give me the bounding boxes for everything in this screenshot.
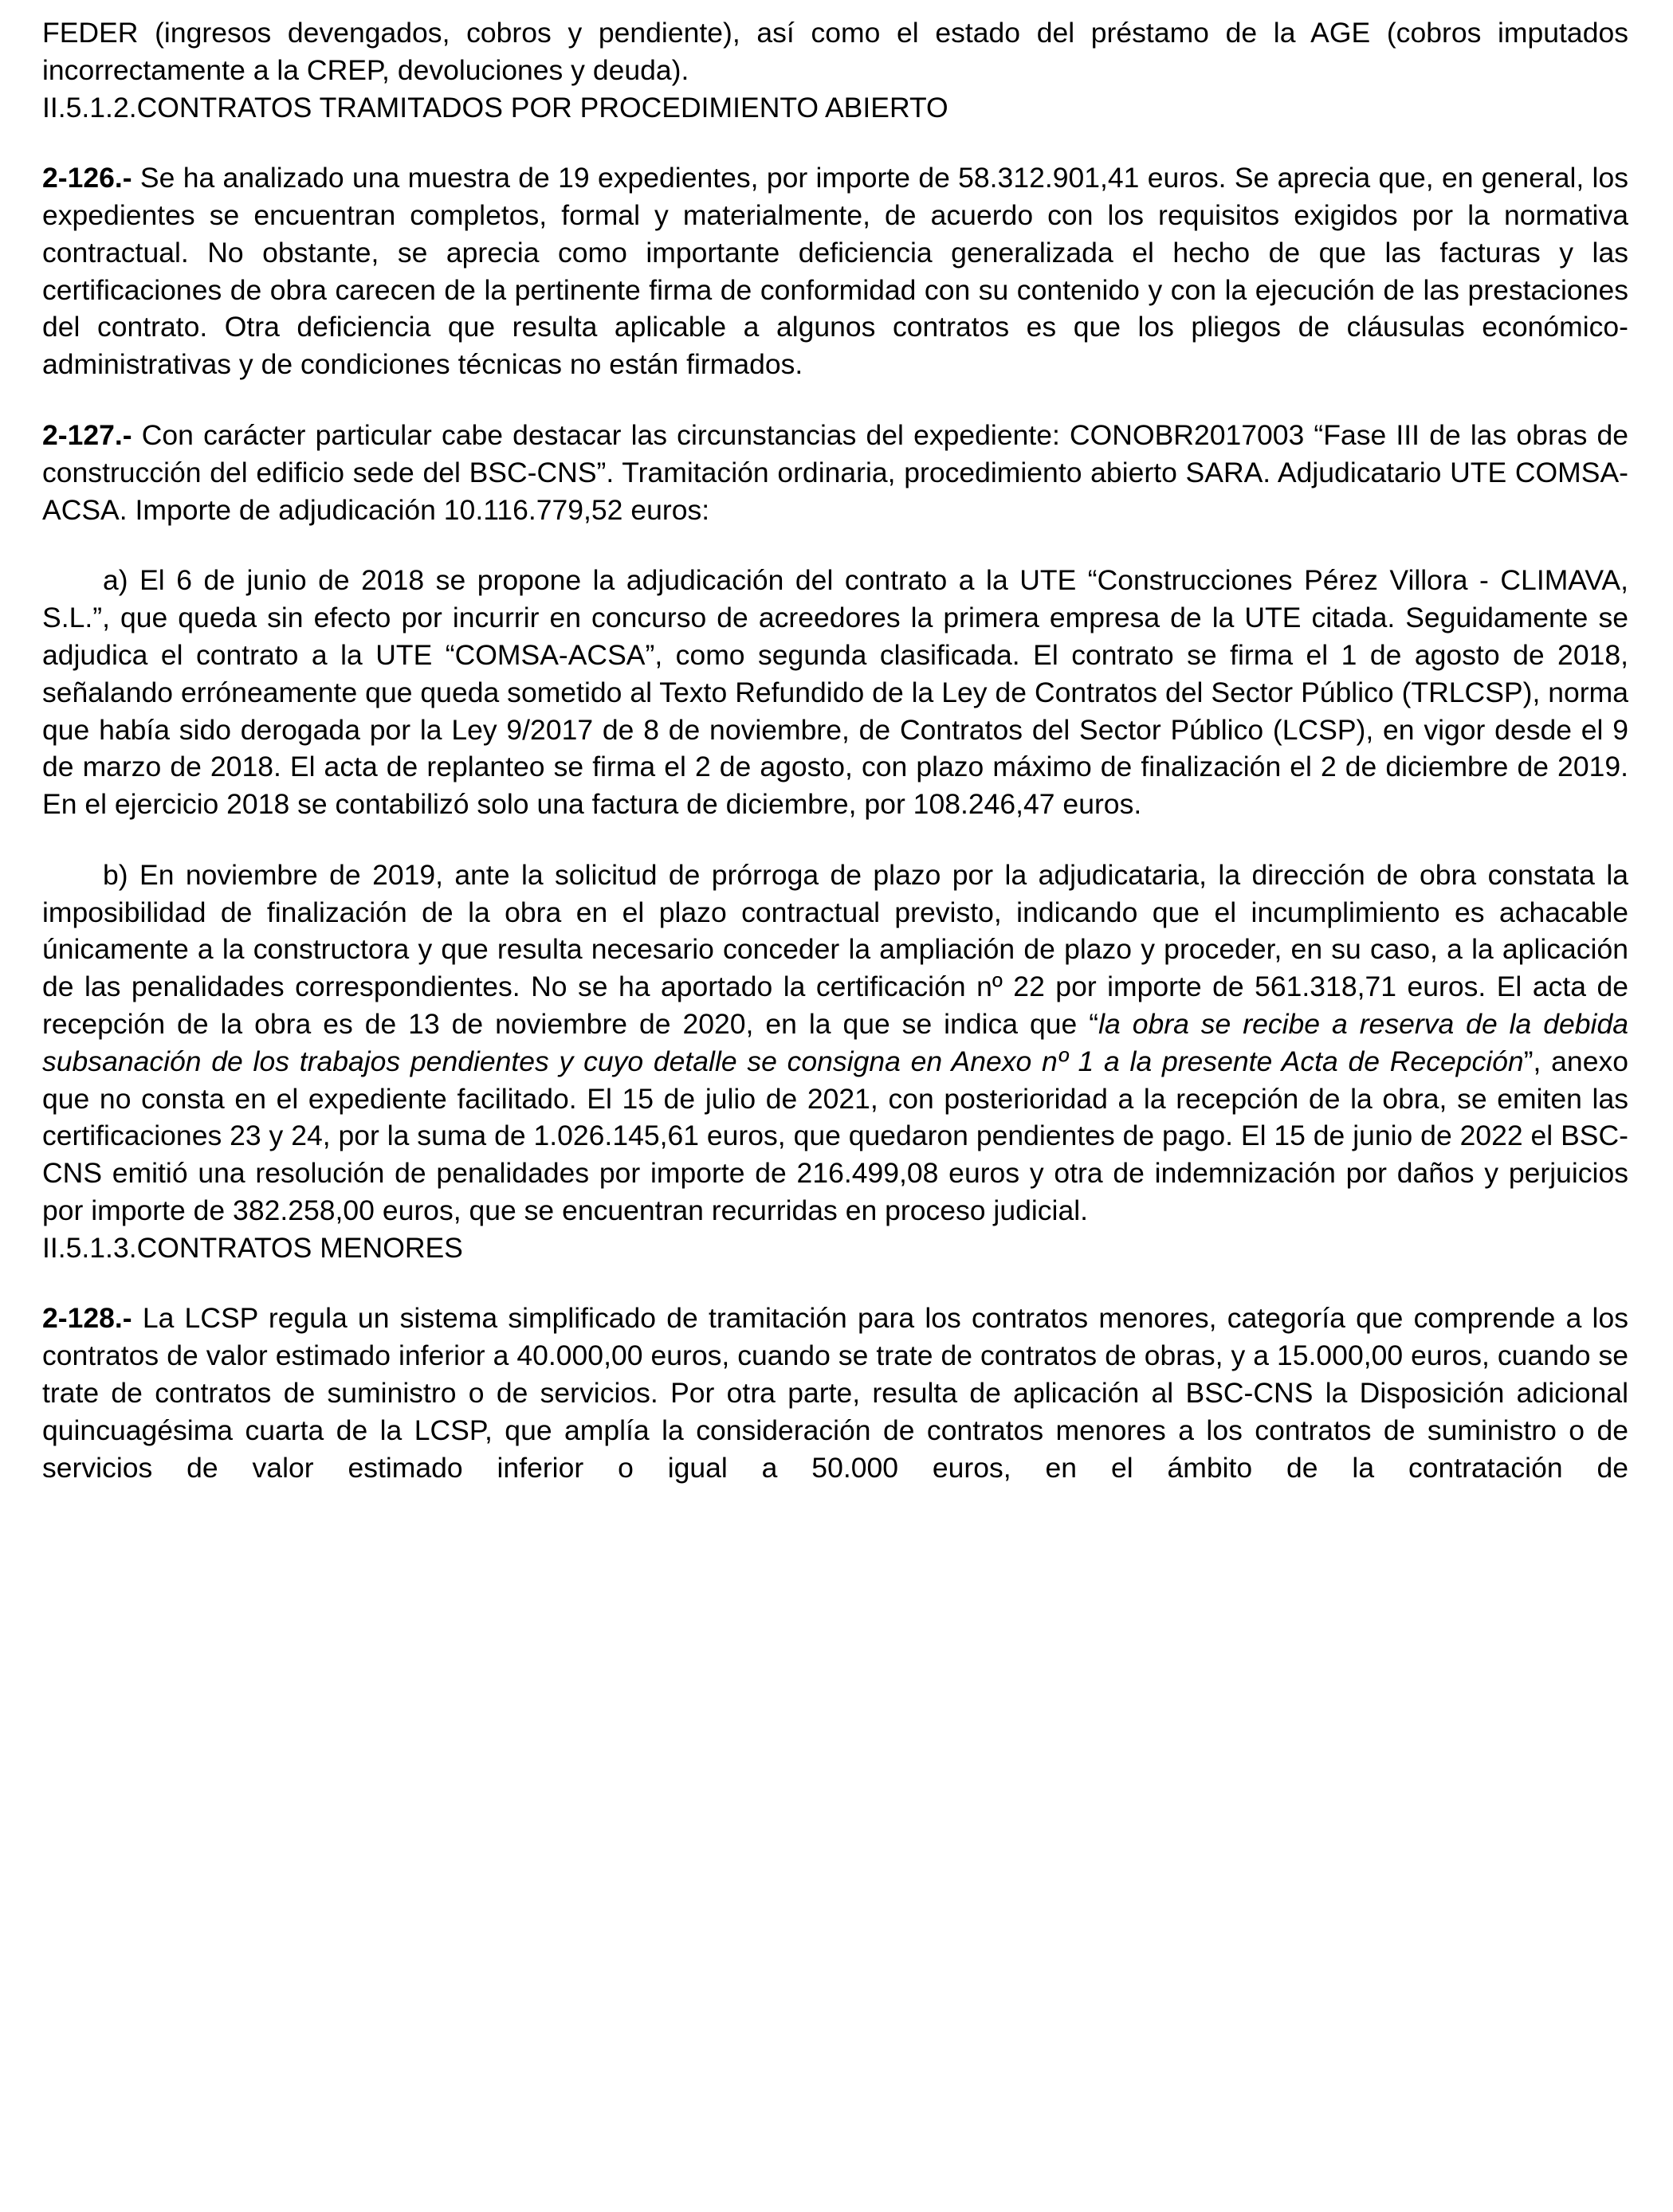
intro-paragraph: FEDER (ingresos devengados, cobros y pendiente), así como el estado del préstamo de la AGE (cobros imputados incorrectamente a la CREP, devoluciones y deuda). (42, 17, 1628, 86)
section-heading-title: CONTRATOS TRAMITADOS POR PROCEDIMIENTO ABIERTO (136, 91, 948, 124)
paragraph-body-2-127: Con carácter particular cabe destacar las circunstancias del expediente: CONOBR2017003 “Fase III de las obras de construcción del edificio sede del BSC-CNS”. Tramitación ordinaria, procedimiento abierto SARA. Adjudicatario UTE COMSA-ACSA. Importe de adjudicación 10.116.779,52 euros: (42, 419, 1628, 526)
subparagraph-b-text-before-quote: b) En noviembre de 2019, ante la solicitud de prórroga de plazo por la adjudicataria, la dirección de obra constata la imposibilidad de finalización de la obra en el plazo contractual previsto, indicando que el incumplimiento es achacable únicamente a la constructora y que resulta necesario conceder la ampliación de plazo y proceder, en su caso, a la aplicación de las penalidades correspondientes. No se ha aportado la certificación nº 22 por importe de 561.318,71 euros. El acta de recepción de la obra es de 13 de noviembre de 2020, en la que se indica que (42, 858, 1628, 1040)
section-heading-title-2: CONTRATOS MENORES (136, 1231, 463, 1264)
paragraph-number-2-127: 2-127.- (42, 419, 132, 452)
quote-close-mark: ” (1523, 1045, 1534, 1077)
section-heading-ii-5-1-3 (42, 1230, 1628, 1267)
paragraph-number-2-126: 2-126.- (42, 162, 132, 194)
paragraph-2-127 (42, 417, 1628, 528)
section-heading-ii-5-1-2 (42, 89, 1628, 127)
paragraph-body-2-128: La LCSP regula un sistema simplificado de tramitación para los contratos menores, categoría que comprende a los contratos de valor estimado inferior a 40.000,00 euros, cuando se trate de contratos de obras, y a 15.000,00 euros, cuando se trate de contratos de suministro o de servicios. Por otra parte, resulta de aplicación al BSC-CNS la Disposición adicional quincuagésima cuarta de la LCSP, que amplía la consideración de contratos menores a los contratos de suministro o de servicios de valor estimado inferior o igual a 50.000 euros, en el ámbito de la contratación de (42, 1302, 1628, 1484)
subparagraph-b (42, 857, 1628, 1230)
quote-open-mark: “ (1089, 1007, 1099, 1040)
paragraph-body-2-126: Se ha analizado una muestra de 19 expedientes, por importe de 58.312.901,41 euros. Se aprecia que, en general, los expedientes se encuentran completos, formal y materialmente, de acuerdo con los requisitos exigidos por la normativa contractual. No obstante, se aprecia como importante deficiencia generalizada el hecho de que las facturas y las certificaciones de obra carecen de la pertinente firma de conformidad con su contenido y con la ejecución de las prestaciones del contrato. Otra deficiencia que resulta aplicable a algunos contratos es que los pliegos de cláusulas económico-administrativas y de condiciones técnicas no están firmados. (42, 162, 1628, 381)
paragraph-2-126 (42, 159, 1628, 383)
subparagraph-a: a) El 6 de junio de 2018 se propone la adjudicación del contrato a la UTE “Construcciones Pérez Villora - CLIMAVA, S.L.”, que queda sin efecto por incurrir en concurso de acreedores la primera empresa de la UTE citada. Seguidamente se adjudica el contrato a la UTE “COMSA-ACSA”, como segunda clasificada. El contrato se firma el 1 de agosto de 2018, señalando erróneamente que queda sometido al Texto Refundido de la Ley de Contratos del Sector Público (TRLCSP), norma que había sido derogada por la Ley 9/2017 de 8 de noviembre, de Contratos del Sector Público (LCSP), en vigor desde el 9 de marzo de 2018. El acta de replanteo se firma el 2 de agosto, con plazo máximo de finalización el 2 de diciembre de 2019. En el ejercicio 2018 se contabilizó solo una factura de diciembre, por 108.246,47 euros. (42, 564, 1628, 821)
subparagraph-b-quote-italic: la obra se recibe a reserva de la debida subsanación de los trabajos pendientes y cuyo detalle se consigna en Anexo nº 1 a la presente Acta de Recepción (42, 1007, 1628, 1077)
section-heading-number: II.5.1.2. (42, 91, 137, 124)
paragraph-number-2-128: 2-128.- (42, 1302, 132, 1335)
subparagraph-b-text-after-quote: , anexo que no consta en el expediente facilitado. El 15 de julio de 2021, con posterioridad a la recepción de la obra, se emiten las certificaciones 23 y 24, por la suma de 1.026.145,61 euros, que quedaron pendientes de pago. El 15 de junio de 2022 el BSC-CNS emitió una resolución de penalidades por importe de 216.499,08 euros y otra de indemnización por daños y perjuicios por importe de 382.258,00 euros, que se encuentran recurridas en proceso judicial. (42, 1045, 1628, 1226)
section-heading-number-2: II.5.1.3. (42, 1231, 137, 1264)
paragraph-2-128 (42, 1300, 1628, 1524)
